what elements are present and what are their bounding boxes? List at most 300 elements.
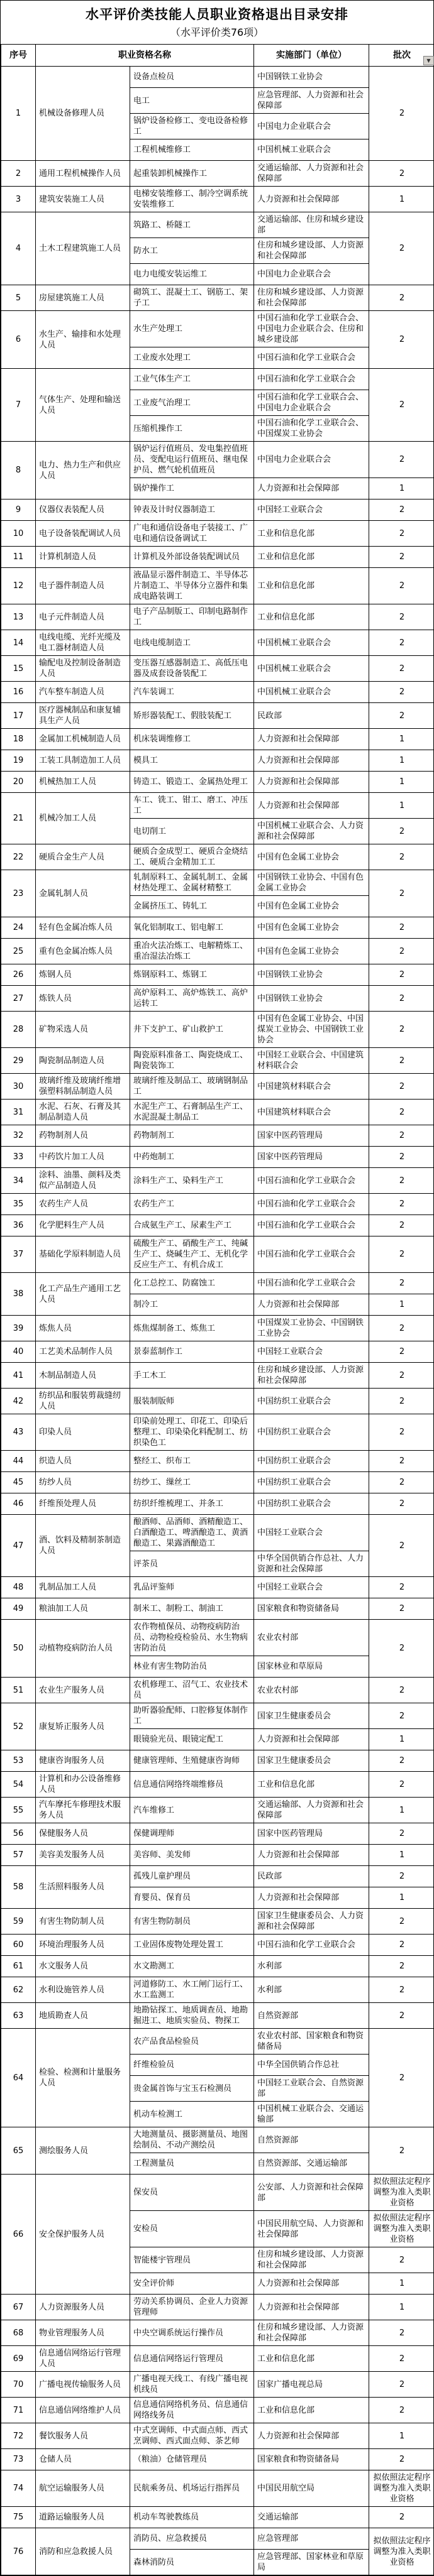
table-row (1, 285, 434, 311)
table-row (1, 2346, 434, 2372)
qualification-cell: 广播电视天线工、有线广播电视机线员 (130, 2372, 254, 2398)
qualification-cell: 计算机及外部设备装配调试员 (130, 547, 254, 568)
batch-cell: 2 (369, 161, 434, 187)
category-cell: 酒、饮料及精制茶制造人员 (36, 1515, 130, 1577)
category-cell: 保健服务人员 (36, 1823, 130, 1845)
qualification-cell: 机动车检测工 (130, 2102, 254, 2127)
category-cell: 环境治理服务人员 (36, 1935, 130, 1956)
qualification-cell: 锅炉设备检修工、变电设备检修工 (130, 114, 254, 139)
batch-cell: 2 (369, 499, 434, 521)
category-cell: 纺织品和服装剪裁缝纫人员 (36, 1389, 130, 1414)
table-row (1, 212, 434, 238)
category-cell: 输配电及控制设备制造人员 (36, 656, 130, 682)
batch-cell: 2 (369, 939, 434, 964)
row-number-cell: 42 (1, 1389, 36, 1414)
batch-cell: 2 (369, 1598, 434, 1620)
batch-cell: 2 (369, 1100, 434, 1125)
qualification-cell: 森林消防员 (130, 2550, 254, 2575)
department-cell: 中国机械工业联合会 (254, 630, 369, 656)
row-number-cell: 55 (1, 1798, 36, 1823)
row-number-cell: 56 (1, 1823, 36, 1845)
category-cell: 工装工具制造加工人员 (36, 750, 130, 772)
department-cell: 人力资源和社会保障部 (254, 1729, 369, 1750)
category-cell: 轻有色金属冶炼人员 (36, 917, 130, 939)
table-row (1, 772, 434, 793)
batch-filter-dropdown-button[interactable] (423, 56, 434, 65)
qualification-cell: 助听器验配师、口腔修复体制作工 (130, 1703, 254, 1729)
qualification-cell: 电线电缆制造工 (130, 630, 254, 656)
batch-cell: 拟依照法定程序调整为准入类职业资格 (369, 2175, 434, 2211)
department-cell: 民政部 (254, 1866, 369, 1887)
department-cell: 中国轻工业联合会、中国建筑材料联合会 (254, 1048, 369, 1074)
batch-cell: 2 (369, 1236, 434, 1273)
table-row (1, 1215, 434, 1236)
department-cell: 交通运输部 (254, 2507, 369, 2528)
qualification-cell: 消防员、应急救援员 (130, 2528, 254, 2550)
department-cell: 中国电力企业联合会 (254, 264, 369, 285)
department-cell: 国家中医药管理局 (254, 1147, 369, 1168)
batch-cell: 2 (369, 1472, 434, 1493)
row-number-cell: 29 (1, 1048, 36, 1074)
table-row (1, 1194, 434, 1215)
batch-cell: 1 (369, 187, 434, 212)
department-cell: 中国机械工业联合会、交通运输部 (254, 2102, 369, 2127)
table-row (1, 1515, 434, 1551)
batch-cell: 2 (369, 2507, 434, 2528)
category-cell: 计算机制造人员 (36, 547, 130, 568)
table-row (1, 682, 434, 703)
category-cell: 乳制品加工人员 (36, 1577, 130, 1598)
category-cell: 安全保护服务人员 (36, 2175, 130, 2295)
qualification-cell: 景泰蓝制作工 (130, 1341, 254, 1363)
table-row (1, 2528, 434, 2550)
qualification-cell: 安全评价师 (130, 2273, 254, 2295)
batch-cell: 2 (369, 1389, 434, 1414)
qualification-cell: 健康管理师、生殖健康咨询师 (130, 1750, 254, 1772)
department-cell: 交通运输部、人力资源和社会保障部 (254, 161, 369, 187)
department-cell: 国家卫生健康委员会 (254, 1750, 369, 1772)
department-cell: 中国钢铁工业协会 (254, 986, 369, 1012)
row-number-cell: 34 (1, 1168, 36, 1194)
department-cell: 中国纺织工业联合会 (254, 1414, 369, 1451)
row-number-cell: 30 (1, 1074, 36, 1100)
department-cell: 中国民用航空局、人力资源和社会保障部 (254, 2211, 369, 2247)
qualification-cell: 汽车维修工 (130, 1798, 254, 1823)
category-cell: 气体生产、处理和输送人员 (36, 369, 130, 442)
qualification-cell: 硫酸生产工、硝酸生产工、纯碱生产工、烧碱生产工、无机化学反应生产工、有机合成工 (130, 1236, 254, 1273)
category-cell: 金属轧制人员 (36, 870, 130, 917)
department-cell: 国家卫生健康委员会、人力资源和社会保障部 (254, 1909, 369, 1935)
department-cell: 中国有色金属工业协会、中国煤炭工业协会、中国钢铁工业协会 (254, 1012, 369, 1048)
qualification-cell: 信息通信网络终端维修员 (130, 1772, 254, 1798)
table-row (1, 1620, 434, 1656)
qualification-cell: 铸造工、锻造工、金属热处理工 (130, 772, 254, 793)
table-row (1, 1414, 434, 1451)
table-row (1, 656, 434, 682)
batch-cell: 2 (369, 682, 434, 703)
category-cell: 重有色金属冶炼人员 (36, 939, 130, 964)
qualification-cell: 农机修理工、沼气工、农业技术员 (130, 1678, 254, 1703)
row-number-cell: 33 (1, 1147, 36, 1168)
category-cell: 农业生产服务人员 (36, 1678, 130, 1703)
table-row (1, 2470, 434, 2507)
category-cell: 玻璃纤维及玻璃纤维增强塑料制品制造人员 (36, 1074, 130, 1100)
qualification-cell: 电子产品制版工、印制电路制作工 (130, 604, 254, 630)
batch-cell: 2 (369, 1147, 434, 1168)
table-row (1, 844, 434, 870)
department-cell: 中国石油和化学工业联合会 (254, 369, 369, 390)
department-cell: 中华全国供销合作总社 (254, 2055, 369, 2076)
batch-cell: 1 (369, 1798, 434, 1823)
row-number-cell: 60 (1, 1935, 36, 1956)
batch-cell: 2 (369, 1493, 434, 1515)
filter-dropdown-icon: ▼ (426, 58, 430, 63)
department-cell: 中国民用航空局 (254, 2470, 369, 2507)
qualification-cell: 农产品食品检验员 (130, 2029, 254, 2055)
batch-cell: 2 (369, 1125, 434, 1147)
table-row (1, 2295, 434, 2320)
batch-cell: 2 (369, 2449, 434, 2470)
table-row (1, 499, 434, 521)
table-row (1, 630, 434, 656)
table-row (1, 1048, 434, 1074)
table-row (1, 1451, 434, 1472)
batch-cell: 2 (369, 2398, 434, 2423)
department-cell: 中国钢铁工业协会、中国有色金属工业协会 (254, 870, 369, 896)
department-cell: 人力资源和社会保障部 (254, 2423, 369, 2449)
qualification-cell: 起重装卸机械操作工 (130, 161, 254, 187)
department-cell: 中国建筑材料联合会 (254, 1074, 369, 1100)
department-cell: 人力资源和社会保障部 (254, 793, 369, 819)
qualification-cell: 河道修防工、水工闸门运行工、水工监测工 (130, 1977, 254, 2003)
qualification-cell: 水文勘测工 (130, 1956, 254, 1977)
department-cell: 中华全国供销合作总社、人力资源和社会保障部 (254, 1551, 369, 1577)
qualification-cell: 合成氨生产工、尿素生产工 (130, 1215, 254, 1236)
row-number-cell: 53 (1, 1750, 36, 1772)
batch-cell: 1 (369, 2273, 434, 2295)
department-cell: 住房和城乡建设部、人力资源和社会保障部 (254, 2247, 369, 2273)
row-number-cell: 24 (1, 917, 36, 939)
batch-cell: 2 (369, 1703, 434, 1729)
qualification-cell: 涂料生产工、染料生产工 (130, 1168, 254, 1194)
department-cell: 自然资源部、交通运输部 (254, 2153, 369, 2175)
department-cell: 住房和城乡建设部、人力资源和社会保障部 (254, 2320, 369, 2346)
qualification-cell: 劳动关系协调员、企业人力资源管理师 (130, 2295, 254, 2320)
table-row (1, 521, 434, 547)
department-cell: 工业和信息化部 (254, 1772, 369, 1798)
category-cell: 纤维预处理人员 (36, 1493, 130, 1515)
qualification-cell: 工业废水处理工 (130, 347, 254, 369)
category-cell: 仪器仪表装配人员 (36, 499, 130, 521)
qualification-cell: 中式烹调师、中式面点师、西式烹调师、西式面点师、茶艺师 (130, 2423, 254, 2449)
department-cell: 公安部、人力资源和社会保障部 (254, 2175, 369, 2211)
table-row (1, 1074, 434, 1100)
qualification-cell: 钟表及计时仪器制造工 (130, 499, 254, 521)
department-cell: 中国有色金属工业协会 (254, 844, 369, 870)
department-cell: 国家中医药管理局 (254, 1125, 369, 1147)
qualification-cell: 井下支护工、矿山救护工 (130, 1012, 254, 1048)
qualification-cell: 手工木工 (130, 1363, 254, 1389)
row-number-cell: 26 (1, 964, 36, 986)
category-cell: 航空运输服务人员 (36, 2470, 130, 2507)
batch-cell: 2 (369, 369, 434, 442)
row-number-cell: 19 (1, 750, 36, 772)
qualification-cell: 氧化铝制取工、铝电解工 (130, 917, 254, 939)
row-number-cell: 13 (1, 604, 36, 630)
category-cell: 汽车整车制造人员 (36, 682, 130, 703)
category-cell: 美容美发服务人员 (36, 1845, 130, 1866)
department-cell: 中国电力企业联合会 (254, 114, 369, 139)
department-cell: 自然资源部 (254, 2127, 369, 2153)
batch-cell: 2 (369, 1012, 434, 1048)
department-cell: 工业和信息化部 (254, 604, 369, 630)
row-number-cell: 76 (1, 2528, 36, 2575)
department-cell: 中国石油和化学工业联合会 (254, 347, 369, 369)
title-block (1, 1, 433, 44)
department-cell: 中国纺织工业联合会 (254, 1451, 369, 1472)
category-cell: 水利设施管养人员 (36, 1977, 130, 2003)
batch-cell: 1 (369, 729, 434, 750)
department-cell: 中国石油和化学工业联合会、中国电力企业联合会、住房和城乡建设部 (254, 311, 369, 347)
table-row (1, 793, 434, 819)
batch-cell: 2 (369, 2372, 434, 2398)
batch-cell: 2 (369, 1772, 434, 1798)
table-row (1, 2507, 434, 2528)
qualification-table (1, 44, 434, 2575)
qualification-cell: 筑路工、桥隧工 (130, 212, 254, 238)
table-row (1, 2398, 434, 2423)
batch-cell: 2 (369, 1414, 434, 1451)
table-row (1, 1236, 434, 1273)
department-cell: 人力资源和社会保障部 (254, 187, 369, 212)
category-cell: 炼钢人员 (36, 964, 130, 986)
row-number-cell: 69 (1, 2346, 36, 2372)
department-cell: 中国石油和化学工业联合会 (254, 1215, 369, 1236)
row-number-cell: 23 (1, 870, 36, 917)
qualification-cell: 制米工、制粉工、制油工 (130, 1598, 254, 1620)
category-cell: 广播电视传输服务人员 (36, 2372, 130, 2398)
row-number-cell: 41 (1, 1363, 36, 1389)
batch-cell: 2 (369, 1909, 434, 1935)
qualification-cell: 高炉原料工、高炉炼铁工、高炉运转工 (130, 986, 254, 1012)
category-cell: 矿物采选人员 (36, 1012, 130, 1048)
category-cell: 农药生产人员 (36, 1194, 130, 1215)
row-number-cell: 48 (1, 1577, 36, 1598)
category-cell: 信息通信网络运行管理人员 (36, 2346, 130, 2372)
col-header-serial: 序号 (1, 45, 36, 67)
category-cell: 通用工程机械操作人员 (36, 161, 130, 187)
category-cell: 仓储人员 (36, 2449, 130, 2470)
batch-cell: 2 (369, 1577, 434, 1598)
table-row (1, 1678, 434, 1703)
table-row (1, 2423, 434, 2449)
batch-cell: 2 (369, 1823, 434, 1845)
category-cell: 基础化学原料制造人员 (36, 1236, 130, 1273)
qualification-cell: 有害生物防制员 (130, 1909, 254, 1935)
department-cell: 中国机械工业联合会 (254, 656, 369, 682)
category-cell: 房屋建筑施工人员 (36, 285, 130, 311)
category-cell: 金属加工机械制造人员 (36, 729, 130, 750)
row-number-cell: 35 (1, 1194, 36, 1215)
department-cell: 农业农村部 (254, 1620, 369, 1656)
batch-cell: 1 (369, 1887, 434, 1909)
department-cell: 中国有色金属工业协会 (254, 896, 369, 917)
col-header-batch (369, 45, 434, 67)
batch-cell: 2 (369, 1363, 434, 1389)
row-number-cell: 44 (1, 1451, 36, 1472)
department-cell: 中国石油和化学工业联合会 (254, 1168, 369, 1194)
department-cell: 自然资源部 (254, 2003, 369, 2029)
department-cell: 工业和信息化部 (254, 2346, 369, 2372)
row-number-cell: 17 (1, 703, 36, 729)
department-cell: 工业和信息化部 (254, 568, 369, 604)
batch-cell: 拟依照法定程序调整为准入类职业资格 (369, 2528, 434, 2575)
qualification-cell: 水泥生产工、石膏制品生产工、水泥混凝土制品工 (130, 1100, 254, 1125)
category-cell: 电子设备装配调试人员 (36, 521, 130, 547)
department-cell: 中国机械工业联合会 (254, 139, 369, 161)
category-cell: 餐饮服务人员 (36, 2423, 130, 2449)
category-cell: 电力、热力生产和供应人员 (36, 442, 130, 499)
batch-cell: 2 (369, 1074, 434, 1100)
table-row (1, 1577, 434, 1598)
table-row (1, 568, 434, 604)
department-cell: 中国钢铁工业协会 (254, 964, 369, 986)
department-cell: 水利部 (254, 1956, 369, 1977)
qualification-cell: 美容师、美发师 (130, 1845, 254, 1866)
batch-cell: 2 (369, 1620, 434, 1678)
category-cell: 医疗器械制品和康复辅具生产人员 (36, 703, 130, 729)
department-cell: 中国机械工业联合会、人力资源和社会保障部 (254, 819, 369, 844)
qualification-cell: 农作物植保员、动物疫病防治员、动物检疫检验员、水生物病害防治员 (130, 1620, 254, 1656)
table-row (1, 1125, 434, 1147)
batch-cell: 2 (369, 212, 434, 285)
table-row (1, 1363, 434, 1389)
batch-cell: 2 (369, 1273, 434, 1294)
qualification-cell: 硬质合金成型工、硬质合金烧结工、硬质合金精加工工 (130, 844, 254, 870)
row-number-cell: 28 (1, 1012, 36, 1048)
qualification-cell: 工业废气治理工 (130, 390, 254, 416)
row-number-cell: 2 (1, 161, 36, 187)
qualification-cell: 大地测量员、摄影测量员、地图绘制员、不动产测绘员 (130, 2127, 254, 2153)
row-number-cell: 25 (1, 939, 36, 964)
department-cell: 工业和信息化部 (254, 521, 369, 547)
batch-cell: 2 (369, 964, 434, 986)
row-number-cell: 72 (1, 2423, 36, 2449)
row-number-cell: 10 (1, 521, 36, 547)
row-number-cell: 36 (1, 1215, 36, 1236)
qualification-cell: 电梯安装维修工、制冷空调系统安装维修工 (130, 187, 254, 212)
category-cell: 人力资源服务人员 (36, 2295, 130, 2320)
table-row (1, 870, 434, 896)
table-row (1, 1703, 434, 1729)
department-cell: 中国机械工业联合会 (254, 682, 369, 703)
table-row (1, 917, 434, 939)
qualification-cell: 制冷工 (130, 1294, 254, 1316)
table-row (1, 1493, 434, 1515)
category-cell: 硬质合金生产人员 (36, 844, 130, 870)
qualification-cell: 金属挤压工、铸轧工 (130, 896, 254, 917)
qualification-cell: 工业气体生产工 (130, 369, 254, 390)
row-number-cell: 54 (1, 1772, 36, 1798)
category-cell: 炼铁人员 (36, 986, 130, 1012)
department-cell: 工业和信息化部 (254, 547, 369, 568)
category-cell: 机械冷加工人员 (36, 793, 130, 844)
table-row (1, 750, 434, 772)
table-row (1, 161, 434, 187)
qualification-cell: 锅炉运行值班员、发电集控值班员、变配电运行值班员、继电保护员、燃气轮机值班员 (130, 442, 254, 478)
table-row (1, 986, 434, 1012)
department-cell: 农业农村部 (254, 1678, 369, 1703)
batch-cell: 2 (369, 870, 434, 917)
category-cell: 检验、检测和计量服务人员 (36, 2029, 130, 2127)
batch-cell: 1 (369, 793, 434, 819)
batch-cell: 2 (369, 67, 434, 161)
category-cell: 织造人员 (36, 1451, 130, 1472)
col-header-batch-label: 批次 (393, 50, 411, 60)
row-number-cell: 8 (1, 442, 36, 499)
department-cell: 国家粮食和物资储备局 (254, 2449, 369, 2470)
qualification-cell: 机动车驾驶教练员 (130, 2507, 254, 2528)
department-cell: 人力资源和社会保障部 (254, 772, 369, 793)
department-cell: 交通运输部、人力资源和社会保障部 (254, 1798, 369, 1823)
table-row (1, 1823, 434, 1845)
row-number-cell: 62 (1, 1977, 36, 2003)
table-row (1, 1845, 434, 1866)
table-row (1, 939, 434, 964)
batch-cell: 2 (369, 1215, 434, 1236)
batch-cell: 2 (369, 1956, 434, 1977)
department-cell: 住房和城乡建设部、人力资源和社会保障部 (254, 238, 369, 264)
table-row (1, 1598, 434, 1620)
row-number-cell: 20 (1, 772, 36, 793)
category-cell: 道路运输服务人员 (36, 2507, 130, 2528)
qualification-cell: 轧制原料工、金属轧制工、金属材热处理工、金属材精整工 (130, 870, 254, 896)
department-cell: 中国建筑材料联合会 (254, 1100, 369, 1125)
table-row (1, 2003, 434, 2029)
qualification-cell: 炼钢原料工、炼钢工 (130, 964, 254, 986)
qualification-cell: 液晶显示器件制造工、半导体芯片制造工、半导体分立器件和集成电路装调工 (130, 568, 254, 604)
qualification-cell: 育婴员、保育员 (130, 1887, 254, 1909)
category-cell: 印染人员 (36, 1414, 130, 1451)
category-cell: 生活照料服务人员 (36, 1866, 130, 1909)
department-cell: 住房和城乡建设部、人力资源和社会保障部 (254, 285, 369, 311)
qualification-cell: 化工总控工、防腐蚀工 (130, 1273, 254, 1294)
table-row (1, 2029, 434, 2055)
table-row (1, 703, 434, 729)
qualification-cell: 保安员 (130, 2175, 254, 2211)
category-cell: 电线电缆、光纤光缆及电工器材制造人员 (36, 630, 130, 656)
table-row (1, 1798, 434, 1823)
qualification-cell: 整经工、织布工 (130, 1451, 254, 1472)
table-row (1, 1956, 434, 1977)
batch-cell: 2 (369, 844, 434, 870)
batch-cell: 2 (369, 2346, 434, 2372)
department-cell: 应急管理部、人力资源和社会保障部 (254, 88, 369, 114)
qualification-cell: 压缩机操作工 (130, 416, 254, 442)
department-cell: 中国石油和化学工业联合会 (254, 1273, 369, 1294)
batch-cell: 2 (369, 1316, 434, 1341)
table-row (1, 2372, 434, 2398)
category-cell: 电子器件制造人员 (36, 568, 130, 604)
col-header-name: 职业资格名称 (36, 45, 254, 67)
qualification-cell: 设备点检员 (130, 67, 254, 88)
qualification-cell: （粮油）仓储管理员 (130, 2449, 254, 2470)
table-row (1, 604, 434, 630)
batch-cell: 2 (369, 1935, 434, 1956)
row-number-cell: 32 (1, 1125, 36, 1147)
row-number-cell: 45 (1, 1472, 36, 1493)
table-row (1, 1472, 434, 1493)
